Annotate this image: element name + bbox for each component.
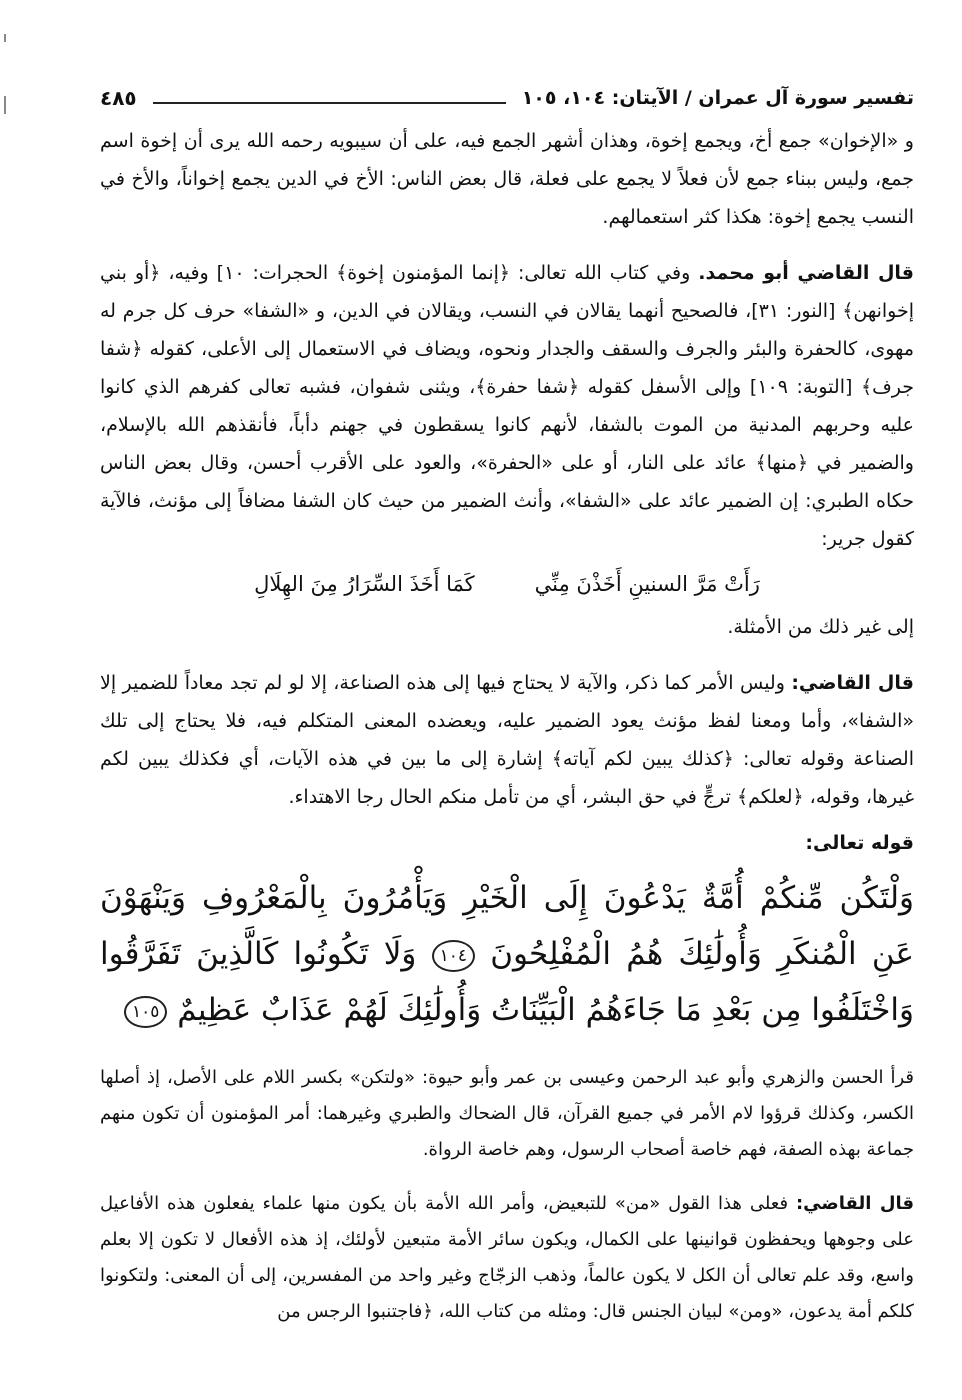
poem-first-hemistich: رَأَتْ مَرَّ السنينِ أَخَذْنَ مِنِّي xyxy=(534,572,760,596)
verse-105-text: وَلَا تَكُونُوا كَالَّذِينَ تَفَرَّقُوا وَاخْتَلَفُوا مِن بَعْدِ مَا جَاءَهُمُ الْبَيِّنَاتُ وَأُولَٰئِكَ لَهُمْ عَذَابٌ عَظِيمٌ xyxy=(100,936,914,1028)
header-rule xyxy=(153,102,506,104)
paragraph-brothers: و «الإخوان» جمع أخ، ويجمع إخوة، وهذان أشهر الجمع فيه، على أن سيبويه رحمه الله يرى أن إخوة اسم جمع، وليس ببناء جمع لأن فعلاً لا يجمع على فعلة، قال بعض الناس: الأخ في الدين يجمع إخواناً، والأخ في النسب يجمع إخوة: هكذا كثر استعمالهم. xyxy=(100,130,914,228)
paragraph-text: وليس الأمر كما ذكر، والآية لا يحتاج فيها إلى هذه الصناعة، إلا لو لم تجد معاداً للضمير إلا «الشفا»، وأما ومعنا لفظ مؤنث يعود الضمير عليه، ويعضده المعنى المتكلم فيه، فلا يحتاج إلى تلك الصناعة وقوله تعالى: ﴿كذلك يبين لكم آياته﴾ إشارة إلى ما بين في هذه الآيات، أي فكذلك يبين لكم غيرها، وقوله، ﴿لعلكم﴾ ترجٍّ في حق البشر، أي من تأمل منكم الحال رجا الاهتداء. xyxy=(100,672,914,808)
quran-verses xyxy=(100,870,914,1038)
paragraph-qadi-2 xyxy=(100,1186,914,1330)
paragraph-qadi-1 xyxy=(100,664,914,816)
paragraph-text: وفي كتاب الله تعالى: ﴿إنما المؤمنون إخوة﴾ الحجرات: ١٠] وفيه، ﴿أو بني إخوانهن﴾ [النور: ٣١]، فالصحيح أنهما يقالان في النسب، ويقالان في الدين، و «الشفا» حرف كل جرم له مهوى، كالحفرة والبئر والجرف والسقف والجدار ونحوه، ويضاف في الاستعمال إلى الأعلى، كقوله ﴿شفا جرف﴾ [التوبة: ١٠٩] وإلى الأسفل كقوله ﴿شفا حفرة﴾، ويثنى شفوان، فشبه تعالى كفرهم الذي كانوا عليه وحربهم المدنية من الموت بالشفا، لأنهم كانوا يسقطون في جهنم دأباً، فأنقذهم الله بالإسلام، والضمير في ﴿منها﴾ عائد على النار، أو على «الحفرة»، والعود على الأقرب أحسن، وقال بعض الناس حكاه الطبري: إن الضمير عائد على «الشفا»، وأنث الضمير من حيث كان الشفا مضافاً إلى مؤنث، فالآية كقول جرير: xyxy=(100,262,914,550)
speaker-label: قال القاضي: xyxy=(795,1193,915,1214)
ayah-number-104: ١٠٤ xyxy=(432,940,475,972)
verse-intro: قوله تعالى: xyxy=(805,832,914,854)
running-header xyxy=(100,78,914,118)
paragraph-abu-muhammad xyxy=(100,254,914,558)
header-title: تفسير سورة آل عمران / الآيتان: ١٠٤، ١٠٥ xyxy=(521,87,914,109)
paragraph-text: فعلى هذا القول «من» للتبعيض، وأمر الله الأمة بأن يكون منها علماء يفعلون هذه الأفاعيل على وجوهها ويحفظون قوانينها على الكمال، ويكون سائر الأمة متبعين لأولئك، إذ هذه الأفعال لا تكون إلا بعلم واسع، وقد علم تعالى أن الكل لا يكون عالماً، وذهب الزجّاج وغير واحد من المفسرين، إلى أن المعنى: ولتكونوا كلكم أمة يدعون، «ومن» لبيان الجنس قال: ومثله من كتاب الله، ﴿فاجتنبوا الرجس من xyxy=(100,1193,914,1322)
poem-verse xyxy=(100,564,914,604)
poem-continuation: إلى غير ذلك من الأمثلة. xyxy=(727,616,914,638)
scan-edge-marks xyxy=(4,0,8,130)
speaker-label: قال القاضي: xyxy=(791,672,914,694)
speaker-label: قال القاضي أبو محمد. xyxy=(698,262,914,284)
verse-104-text: وَلْتَكُن مِّنكُمْ أُمَّةٌ يَدْعُونَ إِلَى الْخَيْرِ وَيَأْمُرُونَ بِالْمَعْرُوفِ وَيَنْهَوْنَ عَنِ الْمُنكَرِ وَأُولَٰئِكَ هُمُ الْمُفْلِحُونَ xyxy=(100,880,914,972)
paragraph-readings: قرأ الحسن والزهري وأبو عبد الرحمن وعيسى بن عمر وأبو حيوة: «ولتكن» بكسر اللام على الأصل، إذ أصلها الكسر، وكذلك قرؤوا لام الأمر في جميع القرآن، قال الضحاك والطبري وغيرهما: أمر المؤمنون أن تكون منهم جماعة بهذه الصفة، فهم خاصة أصحاب الرسول، وهم خاصة الرواة. xyxy=(100,1067,914,1160)
poem-second-hemistich: كَمَا أَخَذَ السِّرَارُ مِنَ الهِلَالِ xyxy=(254,572,475,596)
ayah-number-105: ١٠٥ xyxy=(124,996,167,1028)
page-number: ٤٨٥ xyxy=(100,86,137,110)
